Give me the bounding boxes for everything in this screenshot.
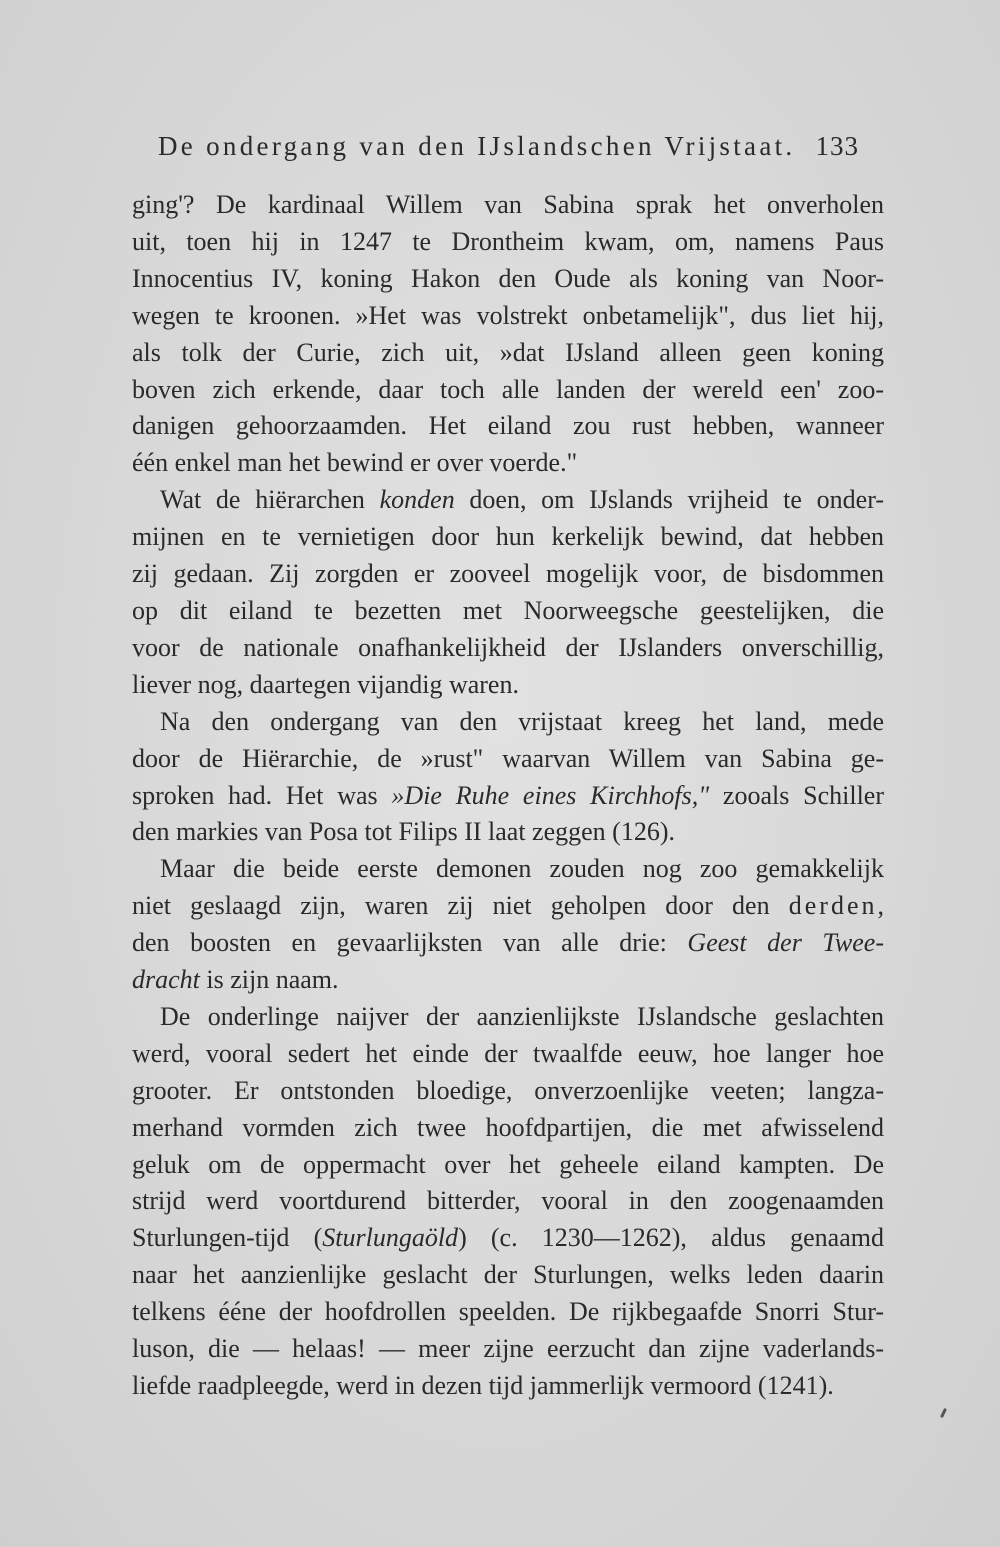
text-line bbox=[132, 1294, 884, 1331]
text-line bbox=[132, 888, 884, 925]
page-number: 133 bbox=[815, 131, 860, 161]
text-line bbox=[132, 1183, 884, 1220]
italic-text: Sturlungaöld bbox=[322, 1223, 459, 1253]
body-text bbox=[132, 187, 884, 1405]
text-line bbox=[132, 1147, 884, 1184]
text-line bbox=[132, 778, 884, 815]
text-line bbox=[132, 556, 884, 593]
text-line bbox=[132, 298, 884, 335]
ink-speck bbox=[940, 1408, 947, 1418]
text-segment: Na den ondergang van den vrijstaat kreeg het land, mede bbox=[160, 706, 884, 736]
text-segment: sproken had. Het was bbox=[132, 780, 392, 810]
text-segment: De onderlinge naijver der aanzienlijkste IJslandsche geslachten bbox=[160, 1001, 884, 1031]
text-segment: liefde raadpleegde, werd in dezen tijd jammerlijk vermoord (1241). bbox=[132, 1371, 834, 1400]
text-line bbox=[132, 482, 884, 519]
text-line bbox=[132, 741, 884, 778]
text-segment: is zijn naam. bbox=[199, 965, 339, 995]
text-line bbox=[132, 593, 884, 630]
text-segment: werd, vooral sedert het einde der twaalfde eeuw, hoe langer hoe bbox=[132, 1038, 884, 1068]
text-line bbox=[132, 999, 884, 1036]
text-line bbox=[132, 630, 884, 667]
text-line bbox=[132, 408, 884, 445]
text-segment: op dit eiland te bezetten met Noorweegsche geestelijken, die bbox=[132, 595, 884, 625]
text-segment: uit, toen hij in 1247 te Drontheim kwam, om, namens Paus bbox=[132, 226, 884, 256]
text-segment: ) (c. 1230—1262), aldus genaamd bbox=[458, 1223, 884, 1253]
text-line bbox=[132, 261, 884, 298]
text-line bbox=[132, 1368, 884, 1405]
text-segment: mijnen en te vernietigen door hun kerkelijk bewind, dat hebben bbox=[132, 522, 884, 552]
text-line bbox=[132, 814, 884, 851]
spaced-text: derden bbox=[788, 891, 878, 921]
text-segment: geluk om de oppermacht over het geheele eiland kampten. De bbox=[132, 1149, 884, 1179]
text-segment: als tolk der Curie, zich uit, »dat IJsland alleen geen koning bbox=[132, 337, 884, 367]
italic-text: Geest der Twee- bbox=[687, 928, 885, 958]
text-segment: voor de nationale onafhankelijkheid der IJslanders onverschillig, bbox=[132, 632, 884, 662]
text-line bbox=[132, 445, 884, 482]
text-line bbox=[132, 1073, 884, 1110]
text-segment: Maar die beide eerste demonen zouden nog zoo gemakkelijk bbox=[160, 854, 884, 884]
text-line bbox=[132, 1110, 884, 1147]
text-segment: luson, die — helaas! — meer zijne eerzucht dan zijne vaderlands- bbox=[132, 1334, 884, 1364]
text-segment: liever nog, daartegen vijandig waren. bbox=[132, 669, 519, 699]
text-segment: niet geslaagd zijn, waren zij niet geholpen door den bbox=[132, 891, 789, 921]
text-line bbox=[132, 962, 884, 999]
text-segment: Wat de hiërarchen bbox=[160, 485, 380, 515]
text-line bbox=[132, 519, 884, 556]
text-line bbox=[132, 704, 884, 741]
text-line bbox=[132, 1257, 884, 1294]
text-segment: danigen gehoorzaamden. Het eiland zou rust hebben, wanneer bbox=[132, 411, 884, 441]
text-line bbox=[132, 1220, 884, 1257]
text-line bbox=[132, 1036, 884, 1073]
text-line bbox=[132, 925, 884, 962]
text-segment: door de Hiërarchie, de »rust" waarvan Willem van Sabina ge- bbox=[132, 743, 884, 773]
text-line bbox=[132, 1331, 884, 1368]
text-segment: den markies van Posa tot Filips II laat zeggen (126). bbox=[132, 817, 675, 847]
text-line bbox=[132, 224, 884, 261]
text-segment: , bbox=[877, 891, 884, 921]
text-segment: Innocentius IV, koning Hakon den Oude als koning van Noor- bbox=[132, 263, 884, 293]
italic-text: konden bbox=[379, 485, 455, 515]
text-line bbox=[132, 335, 884, 372]
running-header bbox=[158, 131, 878, 162]
text-segment: zij gedaan. Zij zorgden er zooveel mogelijk voor, de bisdommen bbox=[132, 559, 884, 589]
text-segment: Sturlungen-tijd ( bbox=[132, 1223, 323, 1253]
text-segment: zooals Schiller bbox=[709, 780, 884, 810]
text-segment: ging'? De kardinaal Willem van Sabina sprak het onverholen bbox=[132, 190, 884, 219]
text-line bbox=[132, 372, 884, 409]
text-line bbox=[132, 187, 884, 224]
text-segment: den boosten en gevaarlijksten van alle drie: bbox=[132, 928, 688, 958]
running-title: De ondergang van den IJslandschen Vrijstaat. bbox=[158, 131, 796, 161]
italic-text: »Die Ruhe eines Kirchhofs," bbox=[391, 780, 710, 810]
text-segment: grooter. Er ontstonden bloedige, onverzoenlijke veeten; langza- bbox=[132, 1075, 884, 1105]
text-segment: telkens ééne der hoofdrollen speelden. De rijkbegaafde Snorri Stur- bbox=[132, 1297, 884, 1327]
text-line bbox=[132, 667, 884, 704]
text-segment: boven zich erkende, daar toch alle landen der wereld een' zoo- bbox=[132, 374, 884, 404]
text-segment: merhand vormden zich twee hoofdpartijen, die met afwisselend bbox=[132, 1112, 884, 1142]
text-segment: wegen te kroonen. »Het was volstrekt onbetamelijk", dus liet hij, bbox=[132, 300, 884, 330]
text-segment: één enkel man het bewind er over voerde." bbox=[132, 448, 578, 478]
text-line bbox=[132, 851, 884, 888]
text-segment: naar het aanzienlijke geslacht der Sturlungen, welks leden daarin bbox=[132, 1260, 884, 1290]
text-segment: doen, om IJslands vrijheid te onder- bbox=[454, 485, 884, 515]
italic-text: dracht bbox=[132, 965, 200, 995]
text-segment: strijd werd voortdurend bitterder, vooral in den zoogenaamden bbox=[132, 1186, 884, 1216]
